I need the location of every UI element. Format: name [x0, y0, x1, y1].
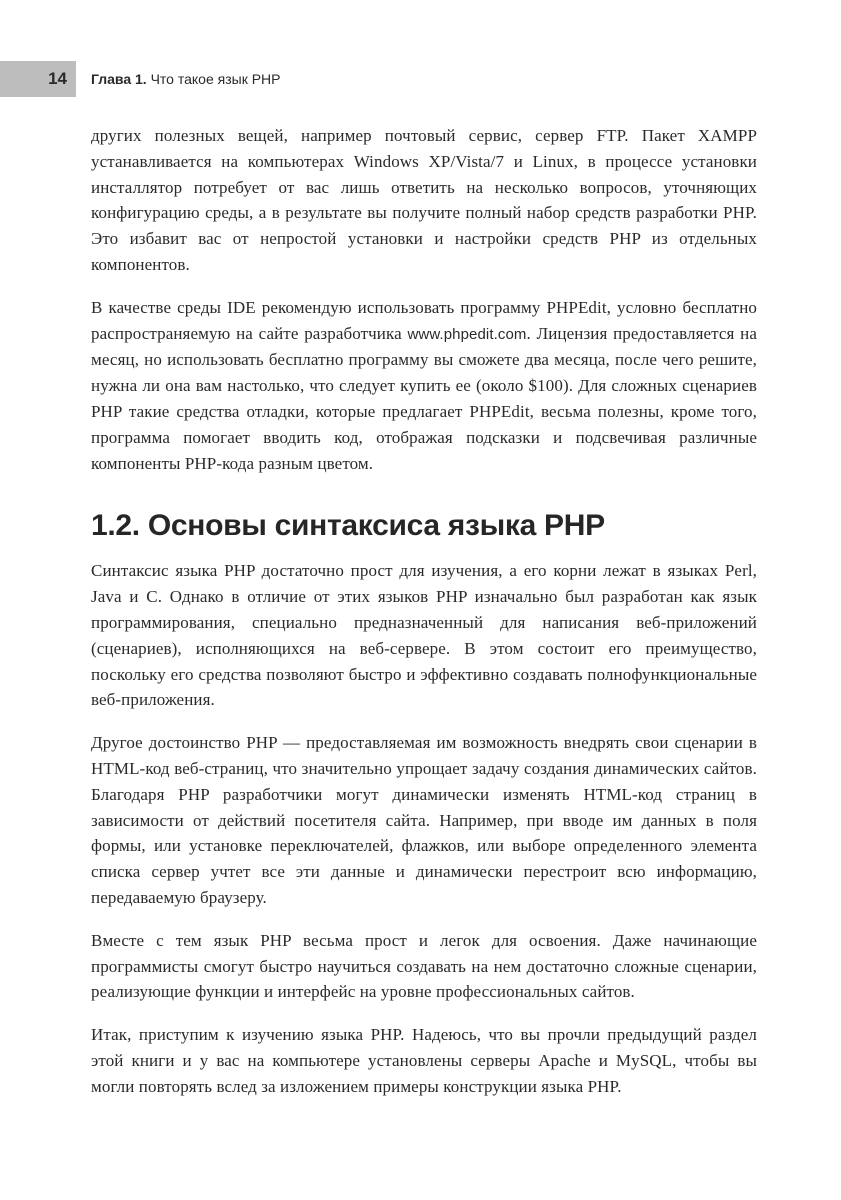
body-paragraph: других полезных вещей, например почтовый сервис, сервер FTP. Пакет XAMPP устанавливается на компьютерах Windows XP/Vista/7 и Linux, в процессе установки инсталлятор потребует от вас лишь ответить на несколько вопросов, уточняющих конфигурацию среды, а в результате вы получите полный набор средств разработки PHP. Это избавит вас от непростой установки и настройки средств PHP из отдельных компонентов.: [91, 126, 757, 274]
section-heading: 1.2. Основы синтаксиса языка PHP: [91, 509, 605, 543]
running-head: [91, 61, 281, 97]
body-paragraph: Итак, приступим к изучению языка PHP. Надеюсь, что вы прочли предыдущий раздел этой книги и у вас на компьютере установлены серверы Apache и MySQL, чтобы вы могли повторять вслед за изложением примеры конструкции языка PHP.: [91, 1025, 757, 1096]
body-paragraph: Другое достоинство PHP — предоставляемая им возможность внедрять свои сценарии в HTML-код веб-страниц, что значительно упрощает задачу создания динамических сайтов. Благодаря PHP разработчики могут динамически изменять HTML-код страниц в зависимости от действий посетителя сайта. Например, при вводе им данных в поля формы, или установке переключателей, флажков, или выборе определенного элемента списка сервер учтет все эти данные и динамически перестроит всю информацию, передаваемую браузеру.: [91, 733, 757, 907]
paragraph-text: . Лицензия предоставляется на месяц, но использовать бесплатно программу вы сможете два месяца, после чего решите, нужна ли она вам настолько, что следует купить ее (около $100). Для сложных сценариев PHP такие средства отладки, которые предлагает PHPEdit, весьма полезны, кроме того, программа помогает вводить код, отображая подсказки и подсвечивая различные компоненты PHP-кода разным цветом.: [91, 323, 757, 473]
body-paragraph: [91, 295, 757, 477]
paragraph-text: В качестве среды IDE рекомендую использовать программу PHPEdit, условно бесплатно распространяемую на сайте разработчика: [91, 297, 757, 343]
chapter-label: Глава 1.: [91, 71, 147, 87]
body-paragraph: Синтаксис языка PHP достаточно прост для изучения, а его корни лежат в языках Perl, Java и C. Однако в отличие от этих языков PHP изначально был разработан как язык программирования, специально предназначенный для написания веб-приложений (сценариев), исполняющихся на веб-сервере. В этом состоит его преимущество, поскольку его средства позволяют быстро и эффективно создавать полнофункциональные веб-приложения.: [91, 561, 757, 710]
page-number: 14: [48, 69, 67, 88]
url-text: www.phpedit.com: [407, 325, 527, 343]
chapter-title: Что такое язык PHP: [150, 71, 281, 87]
body-paragraph: Вместе с тем язык PHP весьма прост и легок для освоения. Даже начинающие программисты смогут быстро научиться создавать на нем достаточно сложные сценарии, реализующие функции и интерфейс на уровне профессиональных сайтов.: [91, 930, 757, 1002]
page-content: [91, 123, 757, 1100]
